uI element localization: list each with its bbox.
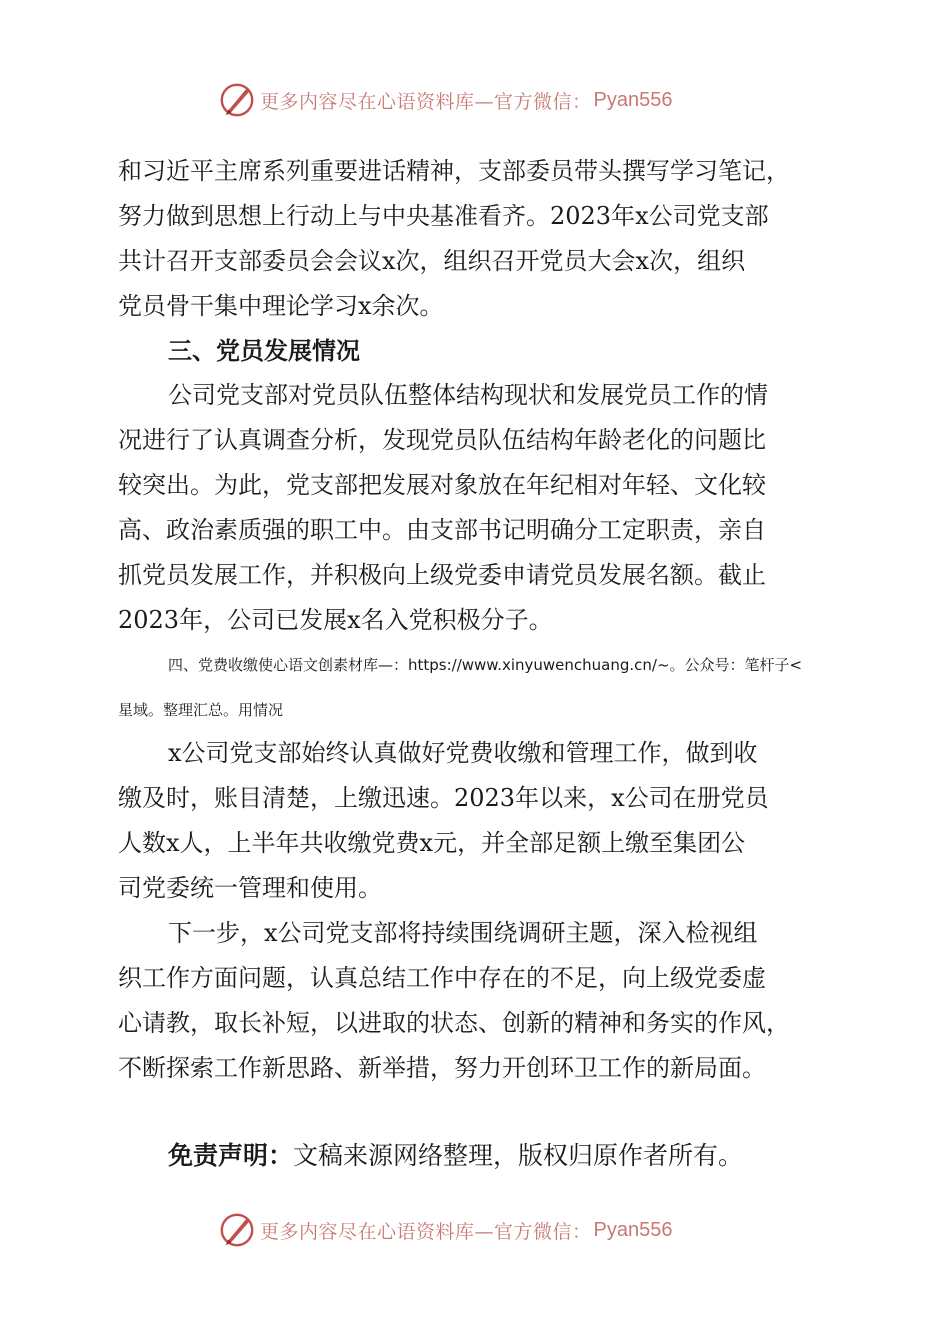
body-line: 党员骨干集中理论学习x余次。 — [118, 292, 444, 320]
pen-logo-icon — [218, 81, 256, 119]
body-line: 不断探索工作新思路、新举措，努力开创环卫工作的新局面。 — [118, 1054, 766, 1082]
watermark-code: Pyan556 — [593, 1218, 673, 1241]
body-line: 下一步，x公司党支部将持续围绕调研主题，深入检视组 — [168, 919, 758, 947]
body-line: 抓党员发展工作，并积极向上级党委申请党员发展名额。截止 — [118, 561, 766, 589]
watermark-banner-top — [0, 80, 950, 120]
section-heading-small: 四、党费收缴使心语文创素材库—：https://www.xinyuwenchuang.cn/~。公众号：笔杆子< — [168, 656, 803, 674]
body-line: 人数x人，上半年共收缴党费x元，并全部足额上缴至集团公 — [118, 829, 746, 857]
body-line: 织工作方面问题，认真总结工作中存在的不足，向上级党委虚 — [118, 964, 766, 992]
body-line: 司党委统一管理和使用。 — [118, 874, 382, 902]
body-line: 共计召开支部委员会会议x次，组织召开党员大会x次，组织 — [118, 247, 746, 275]
body-line: 心请教，取长补短，以进取的状态、创新的精神和务实的作风， — [118, 1009, 790, 1037]
body-line: 公司党支部对党员队伍整体结构现状和发展党员工作的情 — [168, 381, 768, 409]
section-heading-small: 星域。整理汇总。用情况 — [118, 701, 284, 719]
body-line: 况进行了认真调查分析，发现党员队伍结构年龄老化的问题比 — [118, 426, 766, 454]
body-line: 和习近平主席系列重要进话精神，支部委员带头撰写学习笔记， — [118, 157, 790, 185]
watermark-text: 更多内容尽在心语资料库—官方微信： — [260, 1220, 592, 1243]
disclaimer-text: 文稿来源网络整理，版权归原作者所有。 — [293, 1141, 744, 1170]
body-line: 高、政治素质强的职工中。由支部书记明确分工定职责，亲自 — [118, 516, 766, 544]
body-line: x公司党支部始终认真做好党费收缴和管理工作，做到收 — [168, 739, 758, 767]
watermark-banner-bottom — [0, 1210, 950, 1250]
pen-logo-icon — [218, 1211, 256, 1249]
body-line: 较突出。为此，党支部把发展对象放在年纪相对年轻、文化较 — [118, 471, 766, 499]
watermark-code: Pyan556 — [593, 88, 673, 111]
watermark-text: 更多内容尽在心语资料库—官方微信： — [260, 90, 592, 113]
disclaimer — [168, 1140, 743, 1172]
body-line: 努力做到思想上行动上与中央基准看齐。2023年x公司党支部 — [118, 202, 769, 230]
body-line: 缴及时，账目清楚，上缴迅速。2023年以来，x公司在册党员 — [118, 784, 769, 812]
body-line: 2023年，公司已发展x名入党积极分子。 — [118, 606, 553, 634]
disclaimer-label: 免责声明： — [168, 1141, 294, 1170]
section-heading: 三、党员发展情况 — [168, 337, 360, 365]
